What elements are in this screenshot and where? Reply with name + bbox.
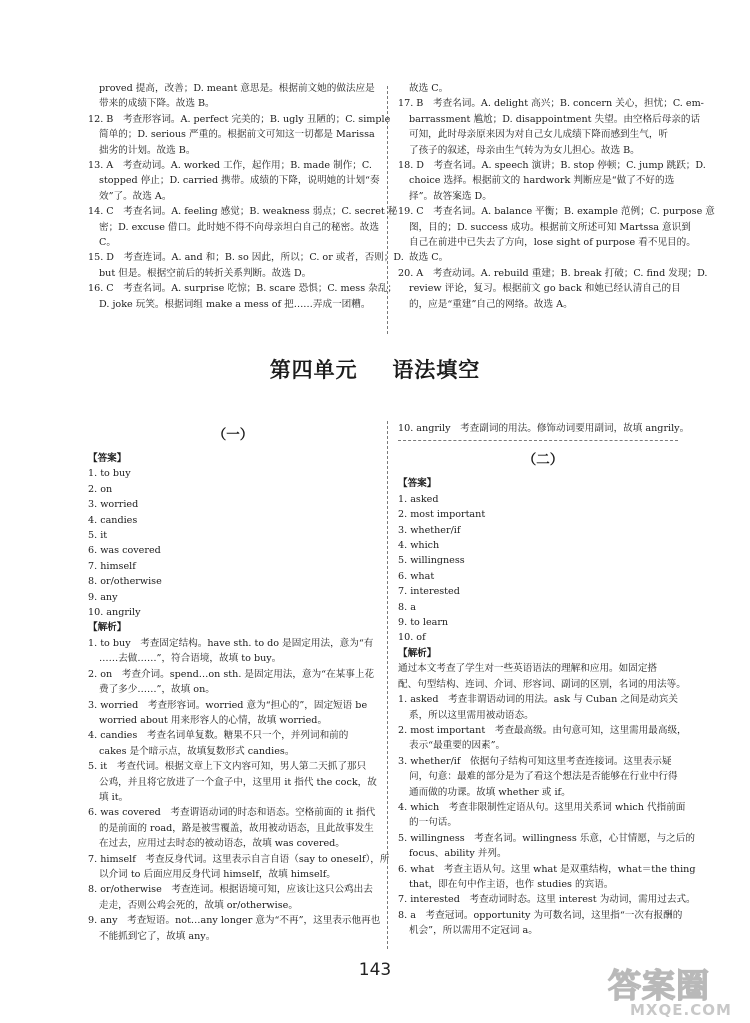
section-2-column bbox=[398, 421, 696, 939]
analysis-line: worried about 用来形容人的心情，故填 worried。 bbox=[99, 714, 328, 726]
answer-item: 9. to learn bbox=[398, 617, 449, 629]
analysis-line: 通而做的功课。故填 whether 或 if。 bbox=[409, 786, 571, 798]
analysis-line: 的是前面的 road，路是被雪覆盖，故用被动语态，且此故事发生 bbox=[99, 822, 374, 834]
explanation-line: 自己在前进中已失去了方向，lose sight of purpose 看不见目的。 bbox=[409, 237, 696, 249]
section-2-heading: （二） bbox=[522, 452, 564, 469]
answer-item: 6. what bbox=[398, 570, 435, 582]
explanation-line: review 评论，复习。根据前文 go back 和她已经认清自己的目 bbox=[409, 283, 681, 295]
section-2-answer-label: 【答案】 bbox=[398, 478, 437, 490]
answer-item: 7. interested bbox=[398, 586, 460, 598]
answer-item: 4. candies bbox=[88, 514, 138, 526]
analysis-line: 系，所以这里需用被动语态。 bbox=[409, 709, 534, 721]
explanation-line: 13. A 考查动词。A. worked 工作，起作用；B. made 制作；C. bbox=[88, 160, 372, 172]
explanation-line: 择”。故答案选 D。 bbox=[409, 190, 492, 202]
analysis-line: 1. asked 考查非谓语动词的用法。ask 与 Cuban 之间是动宾关 bbox=[398, 694, 678, 706]
answer-item: 8. or/otherwise bbox=[88, 576, 162, 588]
section-divider bbox=[398, 440, 678, 441]
analysis-line: 在过去，应用过去时态的被动语态，故填 was covered。 bbox=[99, 838, 345, 850]
explanation-line: 密；D. excuse 借口。此时她不得不向母亲坦白自己的秘密。故选 bbox=[99, 221, 379, 233]
answer-item: 5. willingness bbox=[398, 555, 465, 567]
section-1-analysis-label: 【解析】 bbox=[88, 622, 127, 634]
analysis-line: 9. any 考查短语。not…any longer 意为“不再”，这里表示他再也 bbox=[88, 915, 381, 927]
explanation-line: barrassment 尴尬；D. disappointment 失望。由空格后母亲的话 bbox=[409, 113, 701, 125]
answer-item: 6. was covered bbox=[88, 545, 161, 557]
analysis-line: 配、句型结构、连词、介词、形容词、副词的区别，名词的用法等。 bbox=[398, 678, 686, 690]
section-1-item-10: 10. angrily 考查副词的用法。修饰动词要用副词，故填 angrily。 bbox=[398, 423, 690, 434]
explanation-line: 拙劣的计划。故选 B。 bbox=[99, 144, 196, 156]
unit-title-topic: 语法填空 bbox=[392, 357, 481, 382]
analysis-line: 6. was covered 考查谓语动词的时态和语态。空格前面的 it 指代 bbox=[88, 807, 376, 819]
explanation-line: 14. C 考查名词。A. feeling 感觉；B. weakness 弱点；C. secret 秘 bbox=[88, 206, 398, 218]
watermark-url: MXQE.COM bbox=[630, 1001, 732, 1019]
page-number: 143 bbox=[358, 960, 392, 980]
explanation-line: 了孩子的叙述，母亲由生气转为为女儿担心。故选 B。 bbox=[409, 144, 640, 156]
analysis-line: 4. which 考查非限制性定语从句。这里用关系词 which 代指前面 bbox=[398, 801, 686, 813]
analysis-line: 8. or/otherwise 考查连词。根据语境可知，应该让这只公鸡出去 bbox=[88, 884, 373, 896]
top-right-column bbox=[398, 81, 715, 312]
explanation-line: 简单的；D. serious 严重的。根据前文可知这一切都是 Marissa bbox=[99, 129, 375, 141]
analysis-line: 通过本文考查了学生对一些英语语法的理解和应用。如固定搭 bbox=[398, 663, 658, 675]
section-1-answer-label: 【答案】 bbox=[88, 453, 127, 464]
answer-item: 5. it bbox=[88, 530, 108, 542]
explanation-line: 17. B 考查名词。A. delight 高兴；B. concern 关心，担忧；C. em- bbox=[398, 98, 704, 110]
top-column-divider bbox=[387, 86, 388, 334]
explanation-line: 20. A 考查动词。A. rebuild 重建；B. break 打破；C. find 发现；D. bbox=[398, 267, 708, 279]
answer-item: 1. to buy bbox=[88, 468, 131, 480]
analysis-line: 公鸡，并且将它放进了一个盒子中，这里用 it 指代 the cock，故 bbox=[99, 776, 377, 788]
unit-title bbox=[0, 354, 750, 384]
answer-item: 2. on bbox=[88, 483, 113, 495]
analysis-line: 7. himself 考查反身代词。这里表示自言自语（say to oneself），所 bbox=[88, 853, 390, 865]
answer-item: 7. himself bbox=[88, 560, 136, 572]
analysis-line: 1. to buy 考查固定结构。have sth. to do 是固定用法，意为“有 bbox=[88, 637, 374, 649]
section-2-analysis-label: 【解析】 bbox=[398, 647, 437, 659]
answer-item: 3. whether/if bbox=[398, 524, 461, 536]
explanation-line: 效”了。故选 A。 bbox=[99, 190, 172, 202]
analysis-line: 5. it 考查代词。根据文章上下文内容可知，男人第二天抓了那只 bbox=[88, 761, 367, 773]
analysis-line: 2. most important 考查最高级。由句意可知，这里需用最高级， bbox=[398, 724, 687, 736]
explanation-line: 12. B 考查形容词。A. perfect 完美的；B. ugly 丑陋的；C. simple bbox=[88, 113, 391, 125]
explanation-line: 故选 C。 bbox=[409, 252, 449, 264]
analysis-line: that，即在句中作主语，也作 studies 的宾语。 bbox=[409, 878, 614, 890]
explanation-line: 的，应是“重建”自己的网络。故选 A。 bbox=[409, 298, 573, 310]
answer-item: 3. worried bbox=[88, 499, 139, 511]
section-1-column bbox=[88, 421, 390, 944]
analysis-line: 填 it。 bbox=[99, 791, 129, 803]
explanation-line: 故选 C。 bbox=[409, 83, 449, 94]
explanation-line: 15. D 考查连词。A. and 和；B. so 因此，所以；C. or 或者，否则；D. bbox=[88, 252, 404, 264]
explanation-line: proved 提高，改善；D. meant 意思是。根据前文她的做法应是 bbox=[99, 83, 375, 94]
analysis-line: 3. whether/if 依据句子结构可知这里考查连接词。这里表示疑 bbox=[398, 755, 672, 767]
explanation-line: D. joke 玩笑。根据词组 make a mess of 把……弄成一团糟。 bbox=[99, 298, 371, 310]
explanation-line: choice 选择。根据前文的 hardwork 判断应是“做了不好的选 bbox=[409, 175, 675, 187]
analysis-line: 7. interested 考查动词时态。这里 interest 为动词，需用过去式。 bbox=[398, 894, 696, 906]
bottom-column-divider bbox=[387, 421, 388, 949]
section-1-analysis bbox=[88, 636, 390, 944]
analysis-line: cakes 是个暗示点，故填复数形式 candies。 bbox=[99, 745, 295, 757]
explanation-line: but 但是。根据空前后的转折关系判断。故选 D。 bbox=[99, 267, 312, 279]
explanation-line: 可知，此时母亲原来因为对自己女儿成绩下降而感到生气，听 bbox=[409, 129, 669, 141]
explanation-line: 16. C 考查名词。A. surprise 吃惊；B. scare 恐惧；C. mess 杂乱； bbox=[88, 283, 397, 295]
answer-item: 8. a bbox=[398, 601, 416, 613]
analysis-line: 的一句话。 bbox=[409, 817, 457, 829]
answer-item: 4. which bbox=[398, 540, 440, 552]
analysis-line: 不能抓到它了，故填 any。 bbox=[99, 930, 216, 942]
analysis-line: 4. candies 考查名词单复数。糖果不只一个，并列词和前的 bbox=[88, 730, 349, 742]
analysis-line: 走走，否则公鸡会死的，故填 or/otherwise。 bbox=[99, 899, 298, 911]
section-1-answer-list bbox=[88, 466, 378, 620]
explanation-line: 图，目的；D. success 成功。根据前文所述可知 Martssa 意识到 bbox=[409, 221, 691, 233]
analysis-line: 费了多少……”，故填 on。 bbox=[99, 684, 215, 696]
section-1-heading: （一） bbox=[212, 427, 254, 443]
analysis-line: 8. a 考查冠词。opportunity 为可数名词，这里指“一次有报酬的 bbox=[398, 909, 683, 921]
explanation-line: stopped 停止；D. carried 携带。成绩的下降，说明她的计划“奏 bbox=[99, 175, 380, 187]
analysis-line: 表示“最重要的因素”。 bbox=[409, 740, 506, 752]
analysis-line: 2. on 考查介词。spend…on sth. 是固定用法，意为“在某事上花 bbox=[88, 668, 375, 680]
explanation-line: 19. C 考查名词。A. balance 平衡；B. example 范例；C. purpose 意 bbox=[398, 206, 715, 218]
analysis-line: 以介词 to 后面应用反身代词 himself，故填 himself。 bbox=[99, 868, 336, 880]
analysis-line: 机会”，所以需用不定冠词 a。 bbox=[409, 925, 538, 937]
explanation-line: 带来的成绩下降。故选 B。 bbox=[99, 98, 215, 110]
watermark-logo bbox=[608, 968, 743, 1020]
analysis-line: focus、ability 并列。 bbox=[409, 848, 507, 860]
section-2-answer-list bbox=[398, 492, 688, 646]
watermark-title: 答案圈 bbox=[608, 966, 710, 1005]
unit-title-unit: 第四单元 bbox=[269, 357, 358, 382]
explanation-line: 18. D 考查名词。A. speech 演讲；B. stop 停顿；C. jump 跳跃；D. bbox=[398, 160, 706, 172]
analysis-line: ……去做……”，符合语境，故填 to buy。 bbox=[99, 653, 282, 665]
answer-item: 2. most important bbox=[398, 509, 486, 521]
answer-item: 9. any bbox=[88, 591, 118, 603]
top-left-column bbox=[88, 81, 404, 312]
answer-item: 10. angrily bbox=[88, 607, 141, 619]
analysis-line: 5. willingness 考查名词。willingness 乐意，心甘情愿，与之后的 bbox=[398, 832, 695, 844]
explanation-line: C。 bbox=[99, 237, 116, 249]
analysis-line: 问，句意：最难的部分是为了看这个想法是否能够在行业中行得 bbox=[409, 771, 678, 783]
answer-item: 10. of bbox=[398, 632, 426, 644]
section-2-analysis bbox=[398, 661, 696, 938]
analysis-line: 3. worried 考查形容词。worried 意为“担心的”，固定短语 be bbox=[88, 699, 368, 711]
analysis-line: 6. what 考查主语从句。这里 what 是双重结构，what＝the thing bbox=[398, 863, 696, 875]
answer-item: 1. asked bbox=[398, 493, 439, 505]
